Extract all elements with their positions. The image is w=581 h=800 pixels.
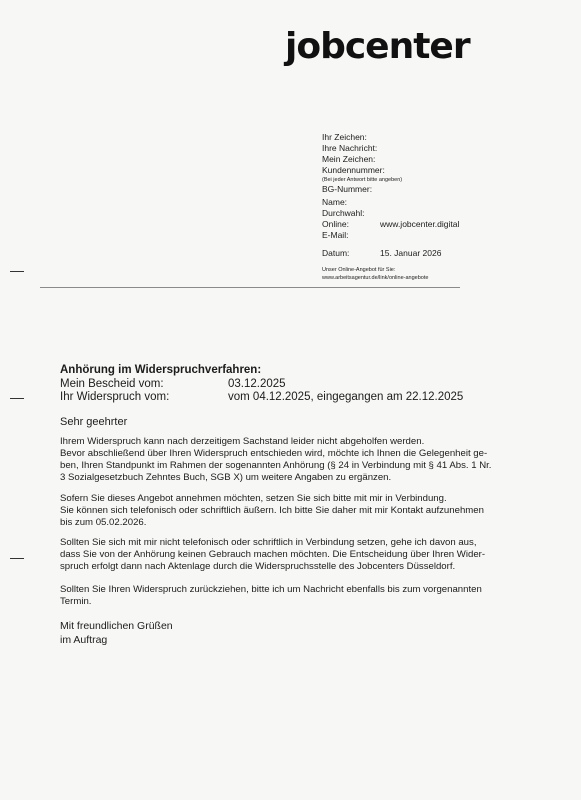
fold-mark-bottom	[10, 558, 24, 559]
paragraph-line: Termin.	[60, 596, 92, 607]
paragraph-line: ben, Ihren Standpunkt im Rahmen der sogenannten Anhörung (§ 24 in Verbindung mit § 41 Abs. 1 Nr.	[60, 460, 492, 471]
paragraph-line: dass Sie von der Anhörung keinen Gebrauch machen möchten. Die Entscheidung über Ihren Wider-	[60, 549, 486, 560]
online-value: www.jobcenter.digital	[380, 219, 460, 229]
kundennummer-note: (Bei jeder Antwort bitte angeben)	[322, 177, 403, 183]
online-angebot-text: Unser Online-Angebot für Sie:	[322, 267, 396, 273]
widerspruch-value: vom 04.12.2025, eingegangen am 22.12.2025	[228, 391, 464, 403]
durchwahl-label: Durchwahl:	[322, 208, 365, 218]
datum-value: 15. Januar 2026	[380, 248, 442, 258]
paragraph-1	[60, 436, 492, 484]
bg-nummer-label: BG-Nummer:	[322, 184, 373, 194]
reference-title: Anhörung im Widerspruchverfahren:	[60, 364, 262, 376]
kundennummer-label: Kundennummer:	[322, 165, 385, 175]
fold-mark-top	[10, 271, 24, 272]
paragraph-line: 3 Sozialgesetzbuch Zehntes Buch, SGB X) um weitere Angaben zu ergänzen.	[60, 472, 392, 483]
online-angebot-note	[322, 266, 428, 282]
info-block-date	[322, 248, 441, 259]
paragraph-line: Sollten Sie sich mit mir nicht telefonisch oder schriftlich in Verbindung setzen, gehe ich davon aus,	[60, 537, 477, 548]
paragraph-2	[60, 493, 484, 529]
reference-block	[60, 364, 463, 405]
closing	[60, 620, 470, 647]
paragraph-3	[60, 537, 486, 573]
datum-label: Datum:	[322, 248, 350, 258]
online-angebot-link: www.arbeitsagentur.de/link/online-angebote	[322, 275, 429, 281]
salutation: Sehr geehrter	[60, 416, 128, 428]
mein-zeichen-label: Mein Zeichen:	[322, 154, 376, 164]
name-label: Name:	[322, 197, 348, 207]
ihr-zeichen-label: Ihr Zeichen:	[322, 132, 367, 142]
paragraph-line: Sofern Sie dieses Angebot annehmen möchten, setzen Sie sich bitte mit mir in Verbindung.	[60, 493, 447, 504]
jobcenter-logo: jobcenter	[285, 26, 470, 67]
paragraph-line: bis zum 05.02.2026.	[60, 517, 147, 528]
info-block-contact	[322, 197, 459, 241]
fold-line	[40, 287, 460, 288]
punch-mark	[10, 398, 24, 399]
paragraph-line: Sie können sich telefonisch oder schriftlich äußern. Ich bitte Sie daher mit mir Kontakt aufzunehmen	[60, 505, 484, 516]
paragraph-4	[60, 584, 482, 608]
closing-line: Mit freundlichen Grüßen	[60, 620, 173, 632]
widerspruch-label: Ihr Widerspruch vom:	[60, 391, 170, 403]
bescheid-label: Mein Bescheid vom:	[60, 377, 164, 390]
paragraph-line: Ihrem Widerspruch kann nach derzeitigem Sachstand leider nicht abgeholfen werden.	[60, 436, 425, 447]
closing-line: im Auftrag	[60, 633, 108, 646]
paragraph-line: Sollten Sie Ihren Widerspruch zurückziehen, bitte ich um Nachricht ebenfalls bis zum vorgenannten	[60, 584, 482, 595]
info-block-references	[322, 132, 402, 195]
paragraph-line: spruch erfolgt dann nach Aktenlage durch die Widerspruchsstelle des Jobcenters Düsseldorf.	[60, 561, 456, 572]
paragraph-line: Bevor abschließend über Ihren Widerspruch entschieden wird, möchte ich Ihnen die Gelegenheit ge-	[60, 448, 488, 459]
bescheid-value: 03.12.2025	[228, 377, 286, 390]
online-label: Online:	[322, 219, 349, 229]
email-label: E-Mail:	[322, 230, 349, 240]
ihre-nachricht-label: Ihre Nachricht:	[322, 143, 378, 153]
